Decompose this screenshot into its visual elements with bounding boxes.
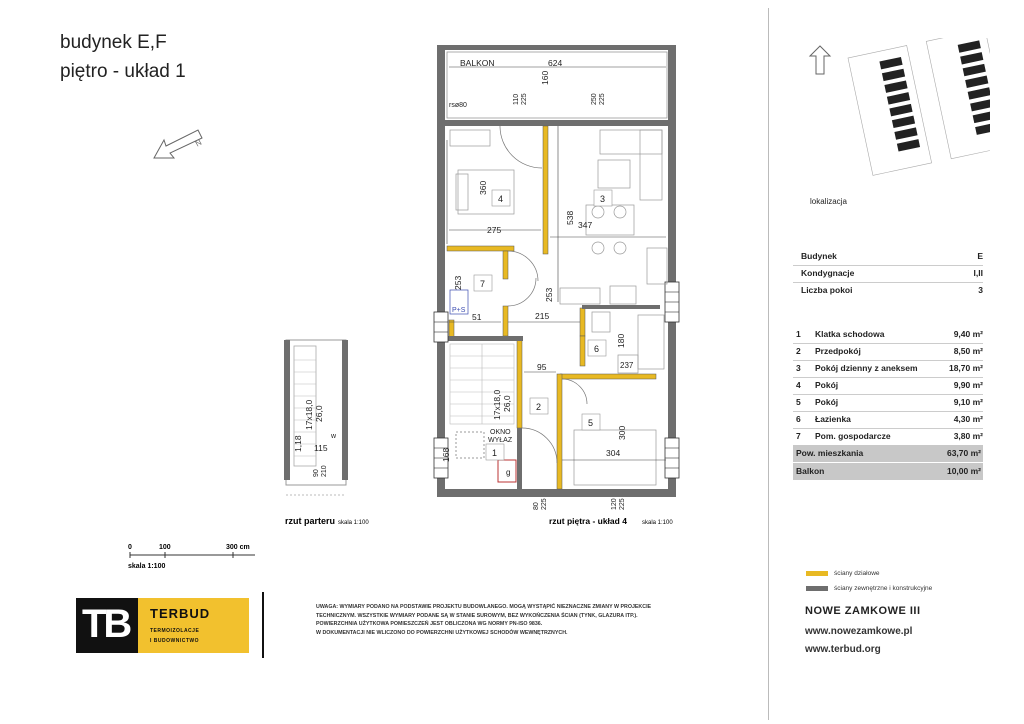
svg-text:304: 304 [606, 448, 621, 458]
svg-text:80: 80 [533, 502, 540, 510]
location-map [790, 38, 990, 193]
svg-text:225: 225 [541, 498, 548, 510]
svg-text:253: 253 [544, 287, 554, 302]
svg-text:17x18,0: 17x18,0 [492, 389, 502, 420]
svg-text:225: 225 [619, 498, 626, 510]
svg-text:skala 1:100: skala 1:100 [642, 520, 673, 526]
terbud-logo: TB TERBUD TERMOIZOLACJE I BUDOWNICTWO [76, 598, 249, 653]
table-row: 1 Klatka schodowa 9,40 m² [796, 329, 983, 339]
company-website-link[interactable]: www.terbud.org [805, 644, 881, 655]
svg-text:120: 120 [611, 498, 618, 510]
building-title: budynek E,F [60, 32, 167, 53]
svg-text:P+S: P+S [452, 307, 466, 314]
svg-text:115: 115 [314, 443, 328, 453]
logo-divider [262, 592, 264, 658]
svg-text:95: 95 [537, 362, 547, 372]
floor-layout-title: piętro - układ 1 [60, 61, 186, 82]
svg-text:3: 3 [600, 194, 606, 204]
svg-text:360: 360 [478, 180, 488, 195]
svg-text:538: 538 [565, 210, 575, 225]
svg-text:180: 180 [616, 333, 626, 348]
project-website-link[interactable]: www.nowezamkowe.pl [805, 626, 913, 637]
svg-text:0: 0 [128, 544, 132, 551]
svg-text:5: 5 [588, 418, 594, 428]
table-row: 4 Pokój 9,90 m² [796, 380, 983, 390]
upper-floor-walls [437, 45, 676, 497]
svg-text:225: 225 [521, 93, 528, 105]
section-divider [768, 8, 769, 720]
table-row: 5 Pokój 9,10 m² [796, 397, 983, 407]
svg-text:OKNO: OKNO [490, 429, 511, 436]
info-row: Liczba pokoi 3 [801, 285, 983, 295]
svg-text:237: 237 [620, 361, 634, 370]
svg-text:347: 347 [578, 220, 593, 230]
svg-text:253: 253 [453, 275, 463, 290]
svg-text:4: 4 [498, 194, 504, 204]
svg-text:26,0: 26,0 [502, 395, 512, 412]
legend-yellow-swatch [806, 571, 828, 576]
svg-text:215: 215 [535, 311, 550, 321]
info-row: Budynek E [801, 251, 983, 261]
svg-text:2: 2 [536, 402, 542, 412]
svg-text:90: 90 [313, 469, 320, 477]
info-row: Kondygnacje I,II [801, 268, 983, 278]
svg-text:110: 110 [513, 93, 520, 105]
svg-text:rzut piętra - układ 4: rzut piętra - układ 4 [549, 516, 627, 526]
svg-text:skala 1:100: skala 1:100 [128, 563, 166, 570]
svg-text:6: 6 [594, 344, 600, 354]
svg-text:w: w [331, 433, 337, 440]
svg-text:210: 210 [321, 465, 328, 477]
svg-text:300 cm: 300 cm [226, 544, 250, 551]
table-row: 7 Pom. gospodarcze 3,80 m² [796, 431, 983, 441]
table-row: 6 Łazienka 4,30 m² [796, 414, 983, 424]
svg-text:rsø80: rsø80 [449, 102, 467, 109]
svg-text:rzut parteru: rzut parteru [285, 516, 336, 526]
scale-bar [125, 540, 265, 572]
svg-text:skala 1:100: skala 1:100 [338, 520, 369, 526]
svg-text:26,0: 26,0 [314, 405, 324, 422]
north-arrow-icon [810, 46, 830, 74]
svg-text:168: 168 [441, 447, 451, 462]
svg-text:7: 7 [480, 279, 486, 289]
legend-gray-label: ściany zewnętrzne i konstrukcyjne [834, 585, 933, 592]
legend-gray-swatch [806, 586, 828, 591]
svg-text:160: 160 [540, 70, 550, 85]
location-label: lokalizacja [810, 197, 847, 206]
logo-mark: TB [76, 598, 138, 653]
legend-yellow-label: ściany działowe [834, 570, 880, 577]
total-row: Pow. mieszkania 63,70 m² [793, 445, 983, 462]
svg-text:300: 300 [617, 425, 627, 440]
table-row: 2 Przedpokój 8,50 m² [796, 346, 983, 356]
svg-text:225: 225 [599, 93, 606, 105]
svg-text:1,18: 1,18 [293, 435, 303, 452]
table-row: 3 Pokój dzienny z aneksem 18,70 m² [796, 363, 983, 373]
svg-text:250: 250 [591, 93, 598, 105]
balcony-row: Balkon 10,00 m² [793, 463, 983, 480]
balcony-label: BALKON [460, 58, 495, 68]
project-name: NOWE ZAMKOWE III [805, 605, 921, 617]
svg-text:17x18,0: 17x18,0 [304, 399, 314, 430]
svg-text:51: 51 [472, 312, 482, 322]
svg-text:100: 100 [159, 544, 171, 551]
svg-text:N: N [193, 137, 204, 149]
svg-text:g: g [506, 468, 511, 477]
svg-text:1: 1 [492, 448, 498, 458]
balcony-dim: 624 [548, 58, 563, 68]
svg-text:WYŁAZ: WYŁAZ [488, 437, 513, 444]
svg-text:275: 275 [487, 225, 502, 235]
disclaimer-note: UWAGA: WYMIARY PODANO NA PODSTAWIE PROJEKTU BUDOWLANEGO. MOGĄ WYSTĄPIĆ NIEZNACZNE ZMIANY W PROJEKCIE TECHNICZNYM. WSZYSTKIE WYMIARY PODANE SĄ W STANIE SUROWYM, BEZ WYKOŃCZENIA ŚCIAN (TYNK, GLAZURA ITP.). POWIERZCHNIA UŻYTKOWA POMIESZCZEŃ JEST OBLICZONA WG NORMY PN-ISO 9836. W DOKUMENTACJI NIE WLICZONO DO POWIERZCHNI UŻYTKOWEJ SCHODÓW WEWNĘTRZNYCH. [316, 604, 652, 636]
